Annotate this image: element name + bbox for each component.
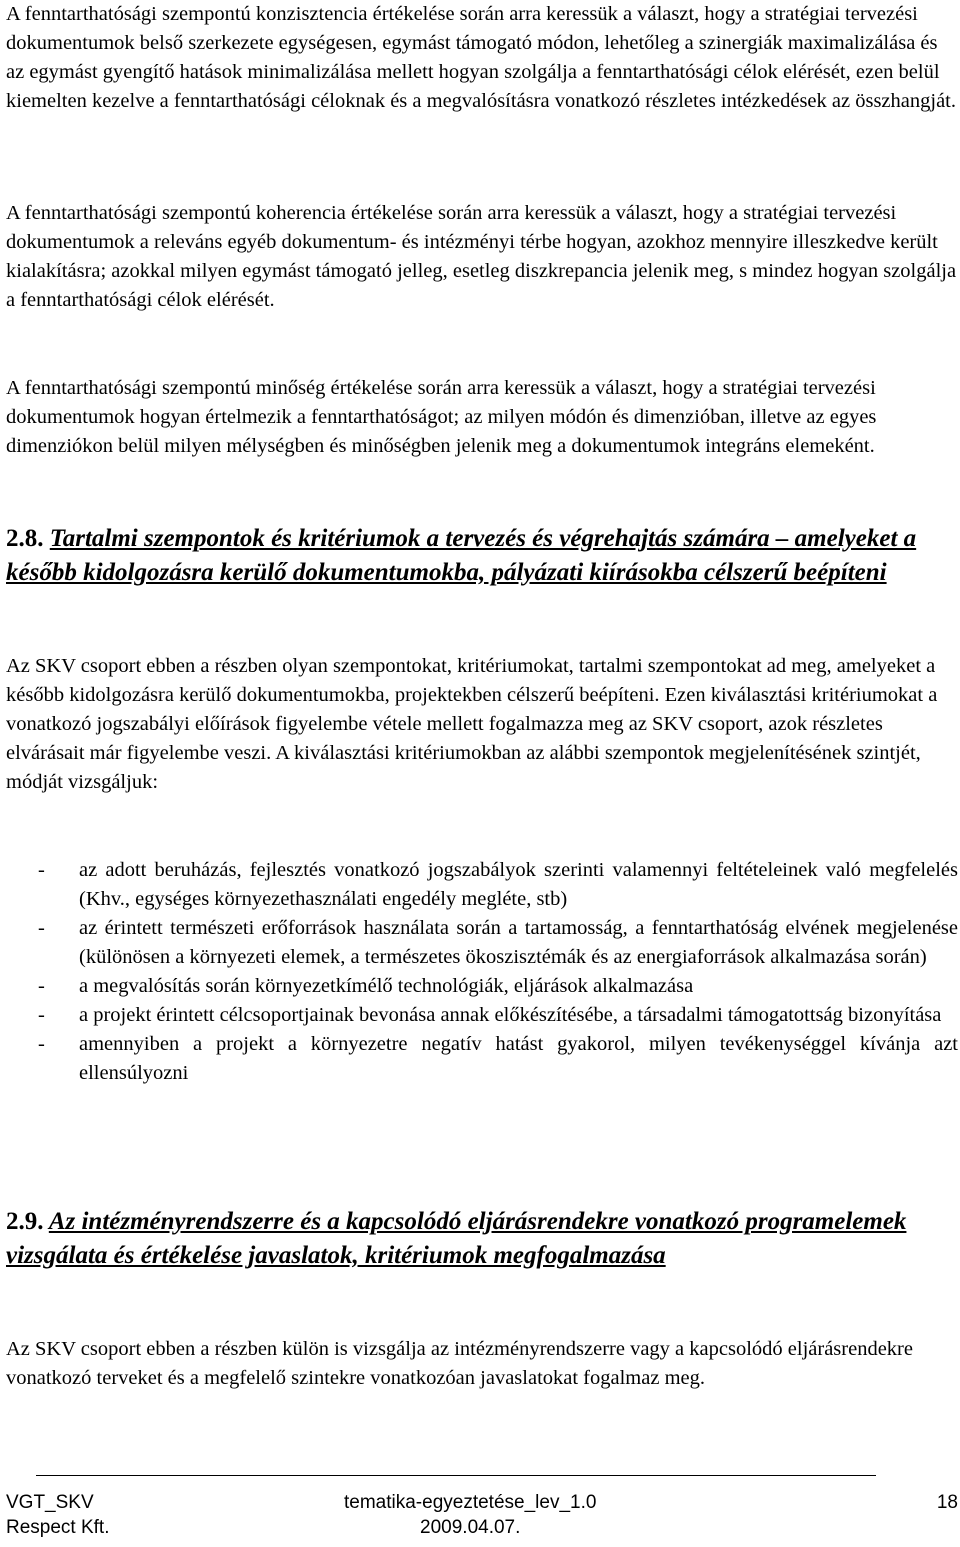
- list-bullet: -: [38, 917, 45, 939]
- section-number: 2.8.: [6, 525, 44, 552]
- list-bullet: -: [38, 975, 45, 997]
- section-2-8-intro: Az SKV csoport ebben a részben olyan szempontokat, kritériumokat, tartalmi szempontokat ad meg, amelyeket a később kidolgozásra kerülő dokumentumokba, projektekben célszerű beépíteni. Ezen kiválasztási kritériumokat a vonatkozó jogszabályi előírások figyelembe vétele mellett fogalmazza meg az SKV csoport, azok részletes elvárásait már figyelembe veszi. A kiválasztási kritériumokban az alábbi szempontok megjelenítésének szintjét, módját vizsgáljuk:: [6, 655, 938, 793]
- section-2-9-intro: Az SKV csoport ebben a részben külön is vizsgálja az intézményrendszerre vagy a kapcsolódó eljárásrendekre vonatkozó terveket és a megfelelő szintekre vonatkozóan javaslatokat fogalmaz meg.: [6, 1338, 913, 1389]
- footer-document-code: VGT_SKV: [6, 1492, 94, 1513]
- section-heading-2-9: [6, 1205, 958, 1273]
- list-item: [6, 972, 958, 1001]
- list-item-text: amennyiben a projekt a környezetre negatív hatást gyakorol, milyen tevékenységgel kívánja azt ellensúlyozni: [79, 1033, 958, 1084]
- list-item: [6, 914, 958, 972]
- footer-company: Respect Kft.: [6, 1517, 110, 1538]
- footer-center: [344, 1490, 596, 1540]
- section-title: Az intézményrendszerre és a kapcsolódó eljárásrendekre vonatkozó programelemek vizsgálata és értékelése javaslatok, kritériumok megfogalmazása: [6, 1208, 907, 1269]
- paragraph-coherence: A fenntarthatósági szempontú koherencia értékelése során arra keressük a választ, hogy a stratégiai tervezési dokumentumok a releváns egyéb dokumentum- és intézményi térbe hogyan, azokhoz mennyire illeszkedve került kialakításra; azokkal milyen egymást támogató jelleg, esetleg diszkrepancia jelenik meg, s mindez hogyan szolgálja a fenntarthatósági célok elérését.: [6, 202, 957, 311]
- footer-right: [937, 1490, 958, 1515]
- section-title: Tartalmi szempontok és kritériumok a tervezés és végrehajtás számára – amelyeket a később kidolgozásra kerülő dokumentumokba, pályázati kiírásokba célszerű beépíteni: [6, 525, 917, 586]
- page-number: 18: [936, 1492, 958, 1513]
- list-bullet: -: [38, 1004, 45, 1026]
- paragraph-consistency: A fenntarthatósági szempontú konzisztencia értékelése során arra keressük a választ, hogy a stratégiai tervezési dokumentumok belső szerkezete egységesen, egymást támogató módon, lehetőleg a szinergiák maximalizálása és az egymást gyengítő hatások minimalizálása mellett hogyan szolgálja a fenntarthatósági célok elérését, ezen belül kiemelten kezelve a fenntarthatósági céloknak és a megvalósításra vonatkozó részletes intézkedések az összhangját.: [6, 3, 956, 112]
- list-item-text: a megvalósítás során környezetkímélő technológiák, eljárások alkalmazása: [79, 975, 694, 997]
- footer-file-name: tematika-egyeztetése_lev_1.0: [344, 1492, 597, 1513]
- list-item-text: az adott beruházás, fejlesztés vonatkozó jogszabályok szerinti valamennyi feltételeinek való megfelelés (Khv., egységes környezethasználati engedély megléte, stb): [79, 859, 958, 910]
- list-item: [6, 1001, 958, 1030]
- footer-left: [6, 1490, 110, 1540]
- footer-divider: [36, 1475, 876, 1476]
- page-footer: [6, 1490, 958, 1546]
- list-bullet: -: [38, 859, 45, 881]
- list-item-text: az érintett természeti erőforrások használata során a tartamosság, a fenntarthatóság elvének megjelenése (különösen a környezeti elemek, a természetes ökoszisztémák és az energiaforrások alkalmazása során): [79, 917, 958, 968]
- criteria-list: [6, 856, 958, 1088]
- section-heading-2-8: [6, 522, 958, 590]
- list-item: [6, 856, 958, 914]
- paragraph-quality: A fenntarthatósági szempontú minőség értékelése során arra keressük a választ, hogy a stratégiai tervezési dokumentumok hogyan értelmezik a fenntarthatóságot; az milyen módón és dimenzióban, illetve az egyes dimenziókon belül milyen mélységben és minőségben jelenik meg a dokumentumok integráns elemeként.: [6, 377, 877, 457]
- list-item: [6, 1030, 958, 1088]
- footer-date: 2009.04.07.: [420, 1517, 521, 1538]
- list-item-text: a projekt érintett célcsoportjainak bevonása annak előkészítésébe, a társadalmi támogatottság bizonyítása: [79, 1004, 942, 1026]
- list-bullet: -: [38, 1033, 45, 1055]
- section-number: 2.9.: [6, 1208, 44, 1235]
